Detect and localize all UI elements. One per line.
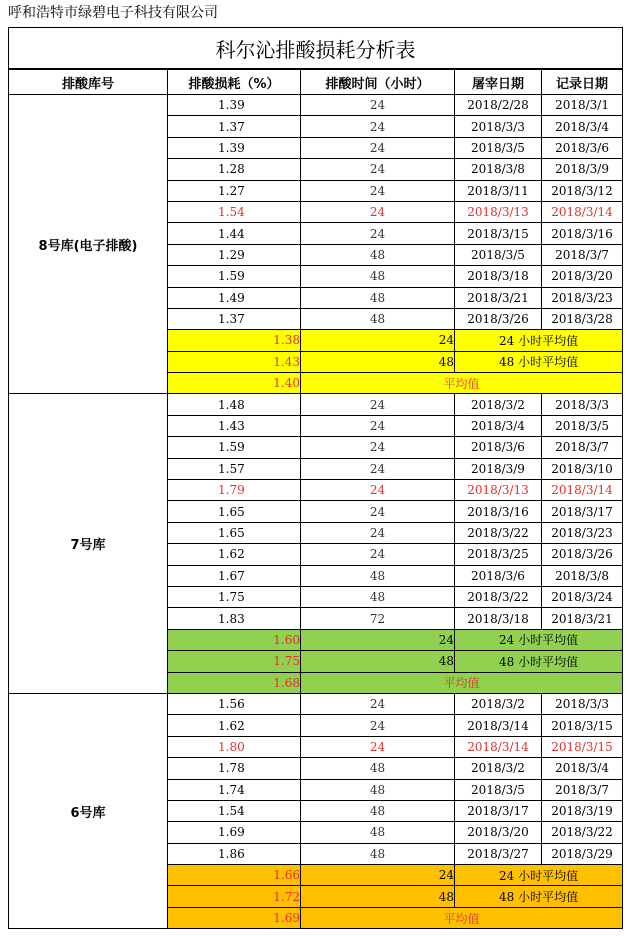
record-date-cell: 2018/3/24: [542, 586, 623, 607]
avg-48-label: 48 小时平均值: [455, 651, 623, 672]
header-hours: 排酸时间（小时）: [301, 69, 455, 95]
hours-cell: 48: [301, 800, 455, 821]
avg-total-label: 平均值: [301, 907, 623, 928]
hours-cell: 24: [301, 180, 455, 201]
record-date-cell: 2018/3/12: [542, 180, 623, 201]
hours-cell: 48: [301, 843, 455, 864]
record-date-cell: 2018/3/3: [542, 394, 623, 415]
slaughter-date-cell: 2018/3/22: [455, 586, 542, 607]
slaughter-date-cell: 2018/3/8: [455, 159, 542, 180]
record-date-cell: 2018/3/6: [542, 137, 623, 158]
avg-48-label: 48 小时平均值: [455, 351, 623, 372]
hours-cell: 48: [301, 822, 455, 843]
loss-cell: 1.27: [168, 180, 301, 201]
slaughter-date-cell: 2018/3/26: [455, 308, 542, 329]
avg-48-value: 1.75: [168, 651, 301, 672]
header-loss: 排酸损耗（%）: [168, 69, 301, 95]
loss-cell: 1.62: [168, 544, 301, 565]
loss-cell: 1.44: [168, 223, 301, 244]
avg-total-value: 1.40: [168, 373, 301, 394]
table-row: [9, 95, 623, 116]
hours-cell: 24: [301, 137, 455, 158]
loss-cell: 1.69: [168, 822, 301, 843]
record-date-cell: 2018/3/23: [542, 522, 623, 543]
record-date-cell: 2018/3/21: [542, 608, 623, 629]
loss-cell: 1.86: [168, 843, 301, 864]
record-date-cell: 2018/3/4: [542, 116, 623, 137]
record-date-cell: 2018/3/7: [542, 779, 623, 800]
hours-cell: 24: [301, 736, 455, 757]
slaughter-date-cell: 2018/3/15: [455, 223, 542, 244]
record-date-cell: 2018/3/15: [542, 736, 623, 757]
avg-48-value: 1.43: [168, 351, 301, 372]
hours-cell: 24: [301, 480, 455, 501]
record-date-cell: 2018/3/28: [542, 308, 623, 329]
hours-cell: 24: [301, 693, 455, 714]
slaughter-date-cell: 2018/3/18: [455, 266, 542, 287]
record-date-cell: 2018/3/22: [542, 822, 623, 843]
slaughter-date-cell: 2018/3/2: [455, 394, 542, 415]
hours-cell: 24: [301, 116, 455, 137]
loss-cell: 1.65: [168, 522, 301, 543]
table-row: [9, 394, 623, 415]
hours-cell: 48: [301, 758, 455, 779]
loss-cell: 1.54: [168, 201, 301, 222]
sheet-title: 科尔沁排酸损耗分析表: [9, 28, 623, 70]
avg-48-value: 1.72: [168, 886, 301, 907]
loss-cell: 1.39: [168, 137, 301, 158]
record-date-cell: 2018/3/19: [542, 800, 623, 821]
avg-48-hours: 48: [301, 351, 455, 372]
hours-cell: 48: [301, 308, 455, 329]
record-date-cell: 2018/3/5: [542, 415, 623, 436]
slaughter-date-cell: 2018/3/6: [455, 437, 542, 458]
slaughter-date-cell: 2018/3/4: [455, 415, 542, 436]
loss-cell: 1.37: [168, 116, 301, 137]
avg-24-label: 24 小时平均值: [455, 629, 623, 650]
loss-cell: 1.57: [168, 458, 301, 479]
loss-cell: 1.78: [168, 758, 301, 779]
loss-cell: 1.80: [168, 736, 301, 757]
hours-cell: 24: [301, 415, 455, 436]
slaughter-date-cell: 2018/3/13: [455, 201, 542, 222]
slaughter-date-cell: 2018/3/27: [455, 843, 542, 864]
hours-cell: 24: [301, 223, 455, 244]
record-date-cell: 2018/3/23: [542, 287, 623, 308]
slaughter-date-cell: 2018/3/2: [455, 758, 542, 779]
loss-cell: 1.59: [168, 266, 301, 287]
hours-cell: 48: [301, 565, 455, 586]
storage-group-name: 8号库(电子排酸): [9, 95, 168, 394]
slaughter-date-cell: 2018/3/25: [455, 544, 542, 565]
record-date-cell: 2018/3/14: [542, 480, 623, 501]
hours-cell: 48: [301, 287, 455, 308]
avg-total-label: 平均值: [301, 672, 623, 693]
hours-cell: 48: [301, 779, 455, 800]
avg-24-label: 24 小时平均值: [455, 865, 623, 886]
hours-cell: 48: [301, 266, 455, 287]
record-date-cell: 2018/3/26: [542, 544, 623, 565]
slaughter-date-cell: 2018/3/3: [455, 116, 542, 137]
slaughter-date-cell: 2018/3/5: [455, 244, 542, 265]
header-row: [9, 69, 623, 95]
hours-cell: 24: [301, 437, 455, 458]
hours-cell: 24: [301, 522, 455, 543]
header-slaughter-date: 屠宰日期: [455, 69, 542, 95]
hours-cell: 24: [301, 201, 455, 222]
table-body: [9, 95, 623, 929]
company-name: 呼和浩特市绿碧电子科技有限公司: [8, 5, 218, 21]
record-date-cell: 2018/3/1: [542, 95, 623, 116]
slaughter-date-cell: 2018/3/5: [455, 779, 542, 800]
loss-cell: 1.37: [168, 308, 301, 329]
hours-cell: 24: [301, 394, 455, 415]
record-date-cell: 2018/3/8: [542, 565, 623, 586]
avg-24-value: 1.66: [168, 865, 301, 886]
record-date-cell: 2018/3/17: [542, 501, 623, 522]
header-record-date: 记录日期: [542, 69, 623, 95]
record-date-cell: 2018/3/14: [542, 201, 623, 222]
storage-group-name: 7号库: [9, 394, 168, 693]
hours-cell: 24: [301, 159, 455, 180]
loss-cell: 1.62: [168, 715, 301, 736]
hours-cell: 24: [301, 95, 455, 116]
avg-48-label: 48 小时平均值: [455, 886, 623, 907]
loss-cell: 1.59: [168, 437, 301, 458]
slaughter-date-cell: 2018/3/22: [455, 522, 542, 543]
slaughter-date-cell: 2018/3/14: [455, 736, 542, 757]
slaughter-date-cell: 2018/3/20: [455, 822, 542, 843]
loss-cell: 1.83: [168, 608, 301, 629]
slaughter-date-cell: 2018/3/6: [455, 565, 542, 586]
slaughter-date-cell: 2018/3/13: [455, 480, 542, 501]
slaughter-date-cell: 2018/3/11: [455, 180, 542, 201]
header-storage: 排酸库号: [9, 69, 168, 95]
avg-24-hours: 24: [301, 330, 455, 351]
slaughter-date-cell: 2018/3/14: [455, 715, 542, 736]
avg-24-hours: 24: [301, 865, 455, 886]
loss-cell: 1.49: [168, 287, 301, 308]
loss-cell: 1.56: [168, 693, 301, 714]
loss-cell: 1.75: [168, 586, 301, 607]
slaughter-date-cell: 2018/3/16: [455, 501, 542, 522]
loss-analysis-table: [8, 27, 623, 929]
loss-cell: 1.39: [168, 95, 301, 116]
avg-total-value: 1.69: [168, 907, 301, 928]
loss-cell: 1.54: [168, 800, 301, 821]
record-date-cell: 2018/3/10: [542, 458, 623, 479]
hours-cell: 24: [301, 715, 455, 736]
avg-24-value: 1.38: [168, 330, 301, 351]
record-date-cell: 2018/3/15: [542, 715, 623, 736]
loss-cell: 1.28: [168, 159, 301, 180]
record-date-cell: 2018/3/20: [542, 266, 623, 287]
avg-24-label: 24 小时平均值: [455, 330, 623, 351]
loss-cell: 1.65: [168, 501, 301, 522]
avg-48-hours: 48: [301, 651, 455, 672]
record-date-cell: 2018/3/29: [542, 843, 623, 864]
slaughter-date-cell: 2018/3/21: [455, 287, 542, 308]
slaughter-date-cell: 2018/3/9: [455, 458, 542, 479]
record-date-cell: 2018/3/7: [542, 244, 623, 265]
hours-cell: 48: [301, 244, 455, 265]
loss-cell: 1.79: [168, 480, 301, 501]
loss-cell: 1.67: [168, 565, 301, 586]
title-row: [9, 28, 623, 70]
slaughter-date-cell: 2018/3/2: [455, 693, 542, 714]
avg-24-hours: 24: [301, 629, 455, 650]
hours-cell: 24: [301, 458, 455, 479]
loss-cell: 1.29: [168, 244, 301, 265]
slaughter-date-cell: 2018/3/18: [455, 608, 542, 629]
avg-total-label: 平均值: [301, 373, 623, 394]
loss-cell: 1.48: [168, 394, 301, 415]
table-row: [9, 693, 623, 714]
slaughter-date-cell: 2018/3/17: [455, 800, 542, 821]
loss-cell: 1.74: [168, 779, 301, 800]
slaughter-date-cell: 2018/3/5: [455, 137, 542, 158]
avg-24-value: 1.60: [168, 629, 301, 650]
avg-total-value: 1.68: [168, 672, 301, 693]
hours-cell: 48: [301, 586, 455, 607]
storage-group-name: 6号库: [9, 693, 168, 928]
hours-cell: 72: [301, 608, 455, 629]
loss-cell: 1.43: [168, 415, 301, 436]
slaughter-date-cell: 2018/2/28: [455, 95, 542, 116]
hours-cell: 24: [301, 501, 455, 522]
avg-48-hours: 48: [301, 886, 455, 907]
record-date-cell: 2018/3/7: [542, 437, 623, 458]
record-date-cell: 2018/3/9: [542, 159, 623, 180]
record-date-cell: 2018/3/4: [542, 758, 623, 779]
record-date-cell: 2018/3/3: [542, 693, 623, 714]
hours-cell: 24: [301, 544, 455, 565]
record-date-cell: 2018/3/16: [542, 223, 623, 244]
